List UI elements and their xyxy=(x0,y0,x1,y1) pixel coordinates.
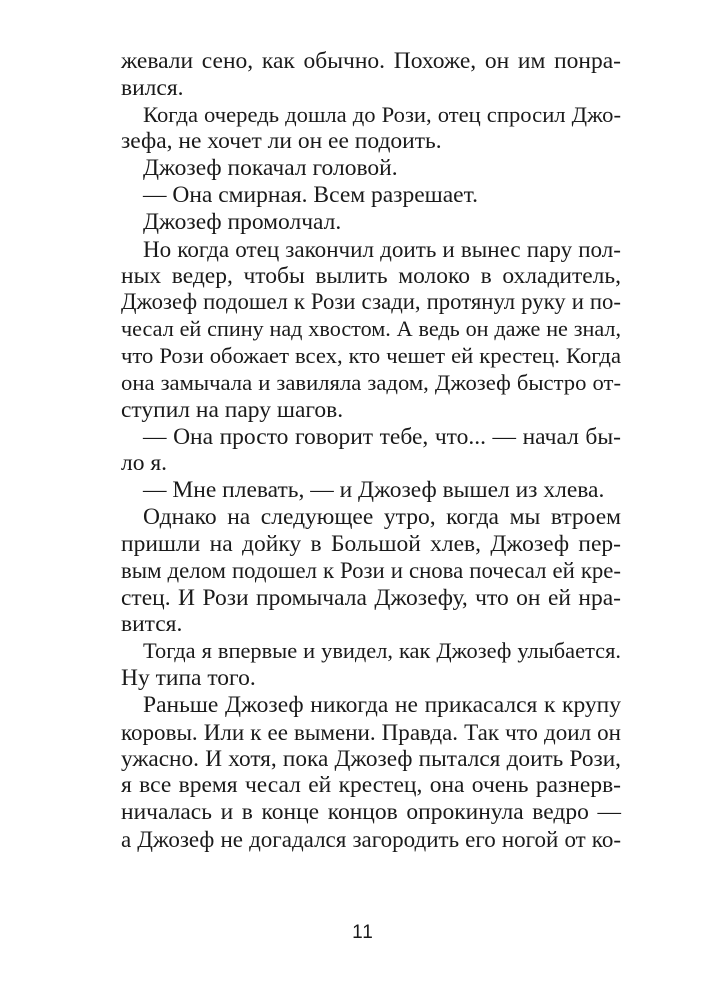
text-line: Тогда я впервые и увидел, как Джозеф улыбается. xyxy=(143,638,621,664)
text-line: Джозеф покачал головой. xyxy=(143,155,398,182)
text-line: я все время чесал ей крестец, она очень разнерв- xyxy=(121,772,621,799)
page-number: 11 xyxy=(352,922,374,943)
text-line: Джозеф подошел к Рози сзади, протянул руку и по- xyxy=(121,289,621,315)
text-line: Однако на следующее утро, когда мы втроем xyxy=(143,504,621,531)
text-line: а Джозеф не догадался загородить его ногой от ко- xyxy=(121,826,621,853)
text-line: ужасно. И хотя, пока Джозеф пытался доить Рози, xyxy=(121,745,621,772)
text-line: вым делом подошел к Рози и снова почесал ей кре- xyxy=(121,557,621,583)
text-line: ступил на пару шагов. xyxy=(121,396,344,423)
text-line: стец. И Рози промычала Джозефу, что он ей нра- xyxy=(121,584,621,611)
text-line: ничалась и в конце концов опрокинула ведро — xyxy=(121,799,621,826)
text-line: ных ведер, чтобы вылить молоко в охладитель, xyxy=(121,262,621,289)
text-line: пришли на дойку в Большой хлев, Джозеф пер- xyxy=(121,530,621,557)
text-line: Раньше Джозеф никогда не прикасался к крупу xyxy=(143,691,621,718)
text-line: Но когда отец закончил доить и вынес пару пол- xyxy=(143,235,621,262)
text-line: она замычала и завиляла задом, Джозеф быстро от- xyxy=(121,369,621,395)
text-line: жевали сено, как обычно. Похоже, он им понра- xyxy=(121,48,621,74)
text-line: коровы. Или к ее вымени. Правда. Так что доил он xyxy=(121,718,621,745)
text-line: — Она просто говорит тебе, что... — начал бы- xyxy=(143,423,621,450)
text-line: зефа, не хочет ли он ее подоить. xyxy=(121,128,442,155)
text-line: ло я. xyxy=(121,450,168,477)
text-line: чесал ей спину над хвостом. А ведь он даже не знал, xyxy=(121,316,621,342)
text-line: что Рози обожает всех, кто чешет ей крестец. Когда xyxy=(121,343,621,369)
text-line: Джозеф промолчал. xyxy=(143,208,342,235)
text-line: — Она смирная. Всем разрешает. xyxy=(143,182,478,209)
text-line: вится. xyxy=(121,611,183,638)
text-line: — Мне плевать, — и Джозеф вышел из хлева. xyxy=(143,477,605,504)
text-line: Когда очередь дошла до Рози, отец спросил Джо- xyxy=(143,101,621,127)
body-text xyxy=(121,48,621,853)
text-line: вился. xyxy=(121,74,184,101)
text-line: Ну типа того. xyxy=(121,665,256,692)
